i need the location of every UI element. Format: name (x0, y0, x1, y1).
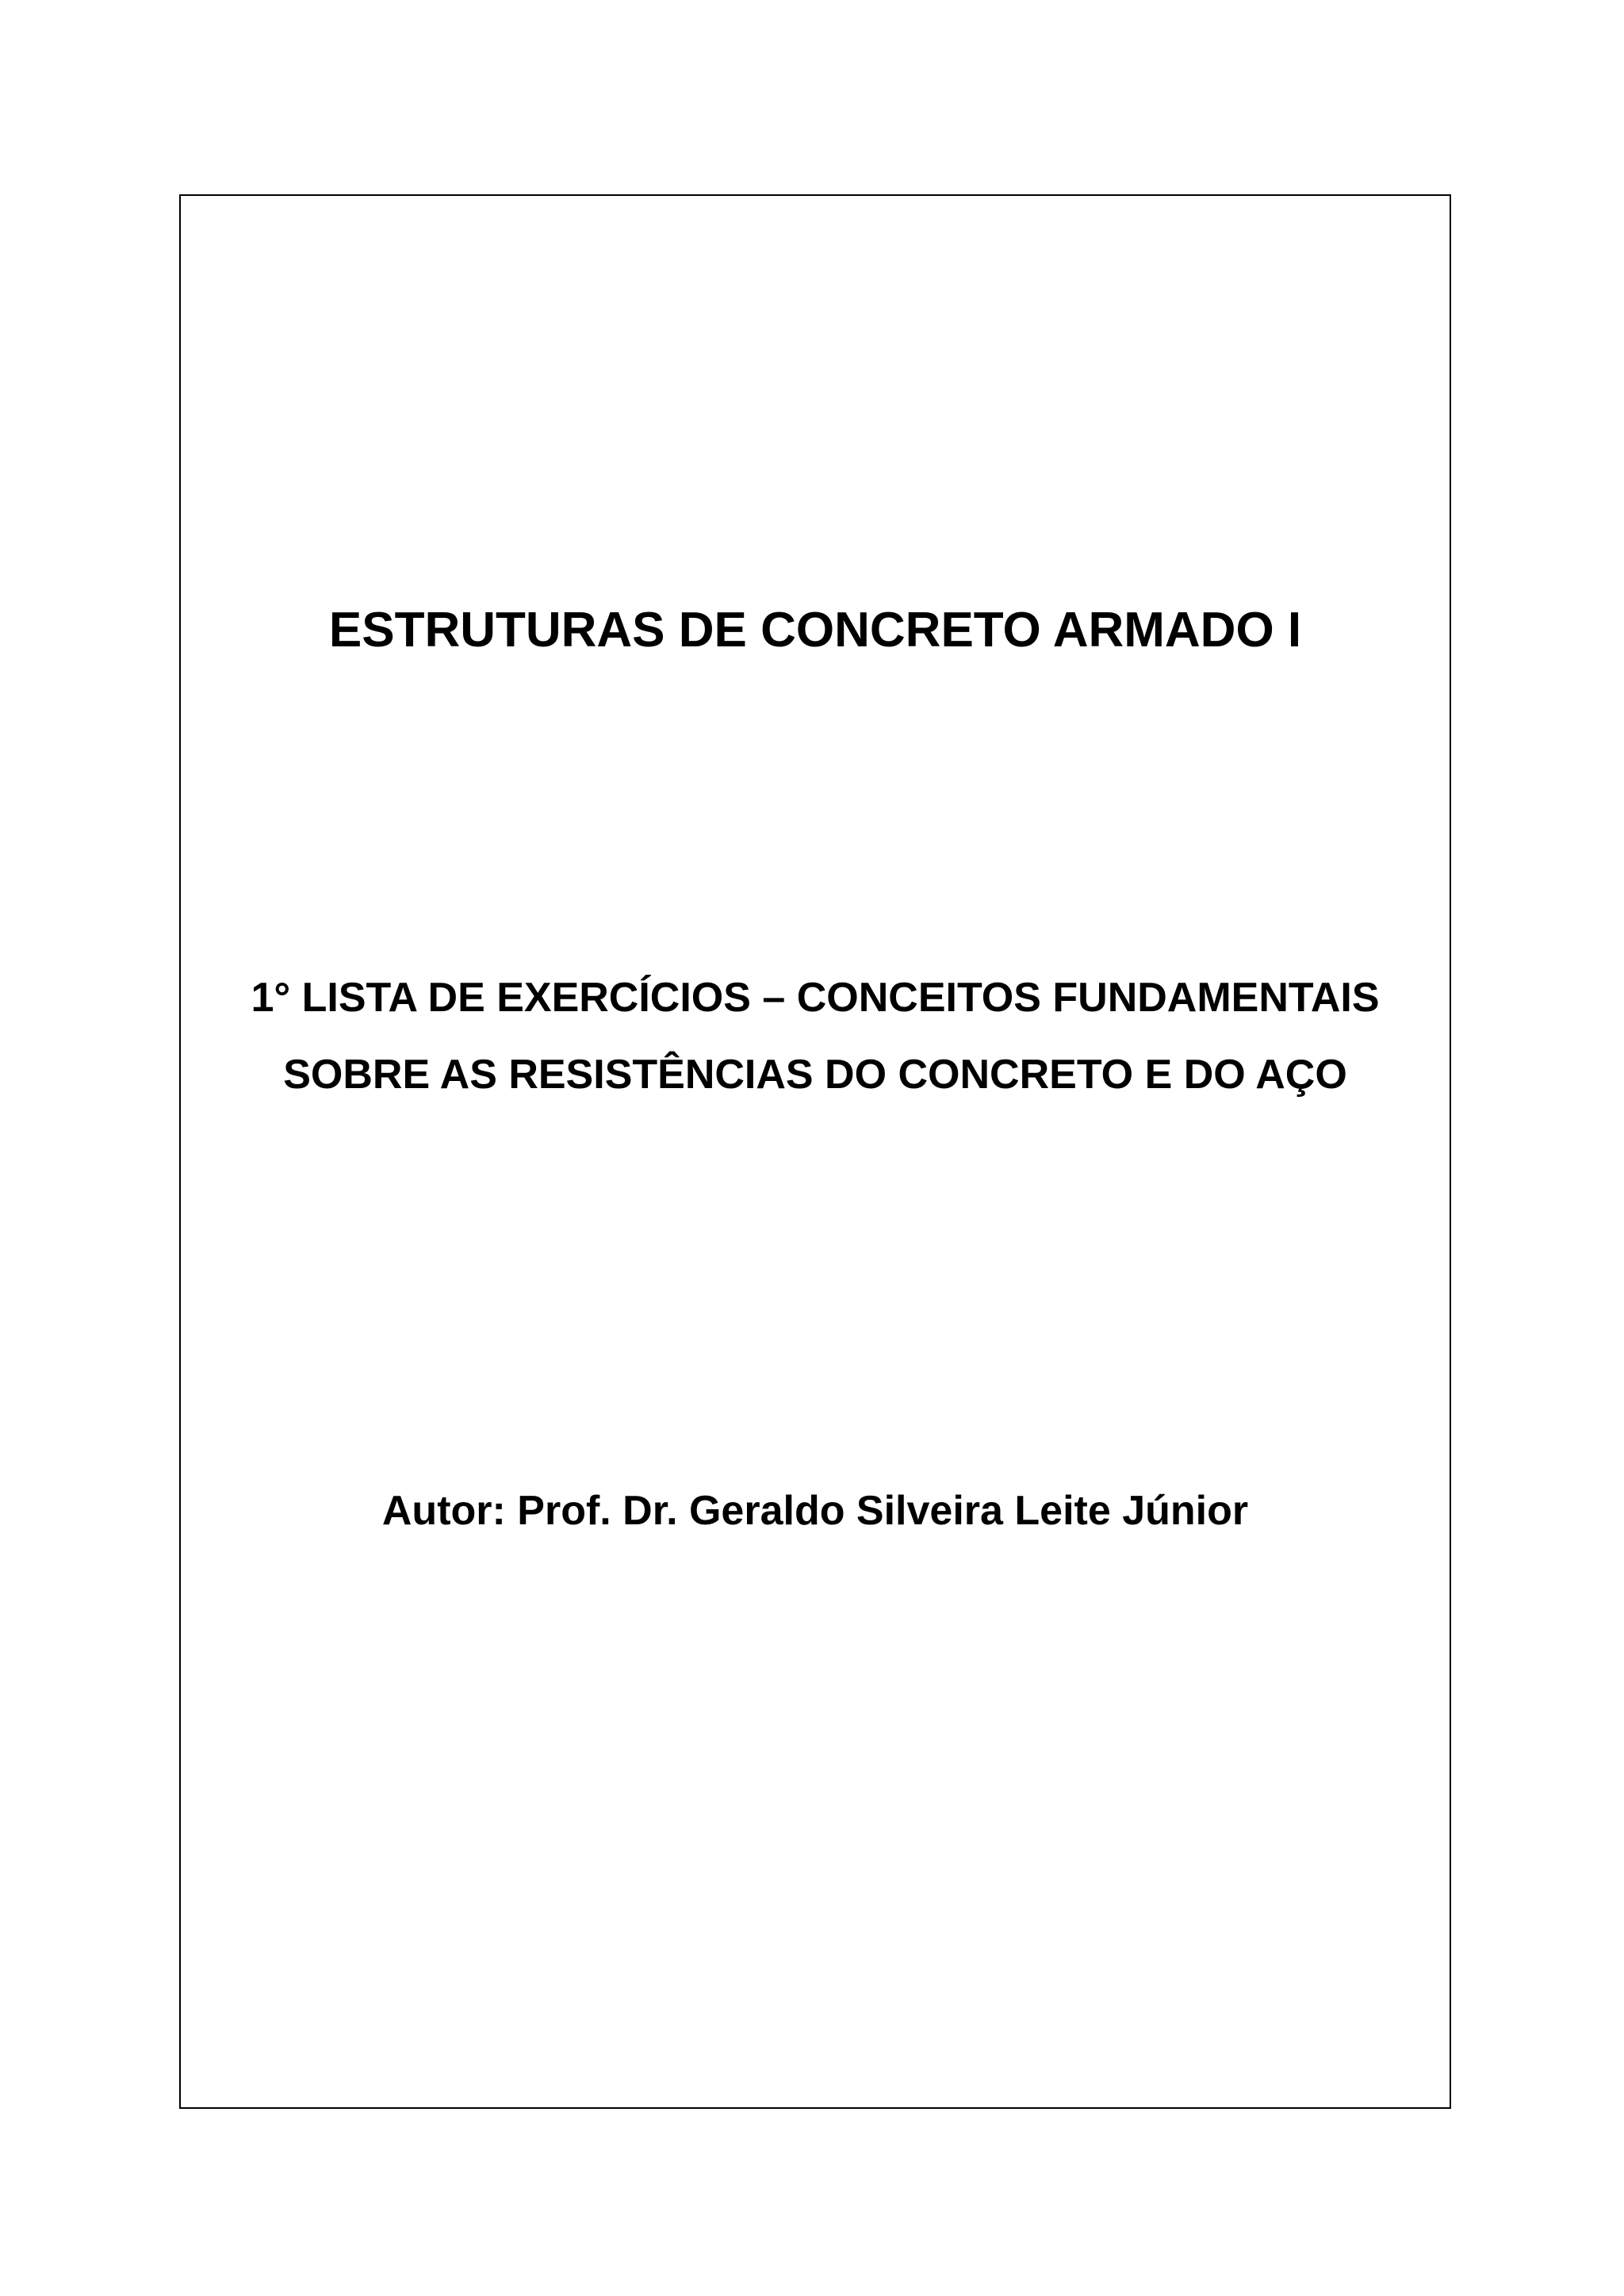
document-subtitle-line-1: 1° LISTA DE EXERCÍCIOS – CONCEITOS FUNDAMENTAIS (251, 975, 1380, 1021)
document-title: ESTRUTURAS DE CONCRETO ARMADO I (328, 603, 1302, 657)
document-subtitle-line-2: SOBRE AS RESISTÊNCIAS DO CONCRETO E DO AÇO (283, 1052, 1347, 1098)
cover-border-frame (179, 194, 1451, 2109)
document-author: Autor: Prof. Dr. Geraldo Silveira Leite Júnior (381, 1488, 1249, 1534)
